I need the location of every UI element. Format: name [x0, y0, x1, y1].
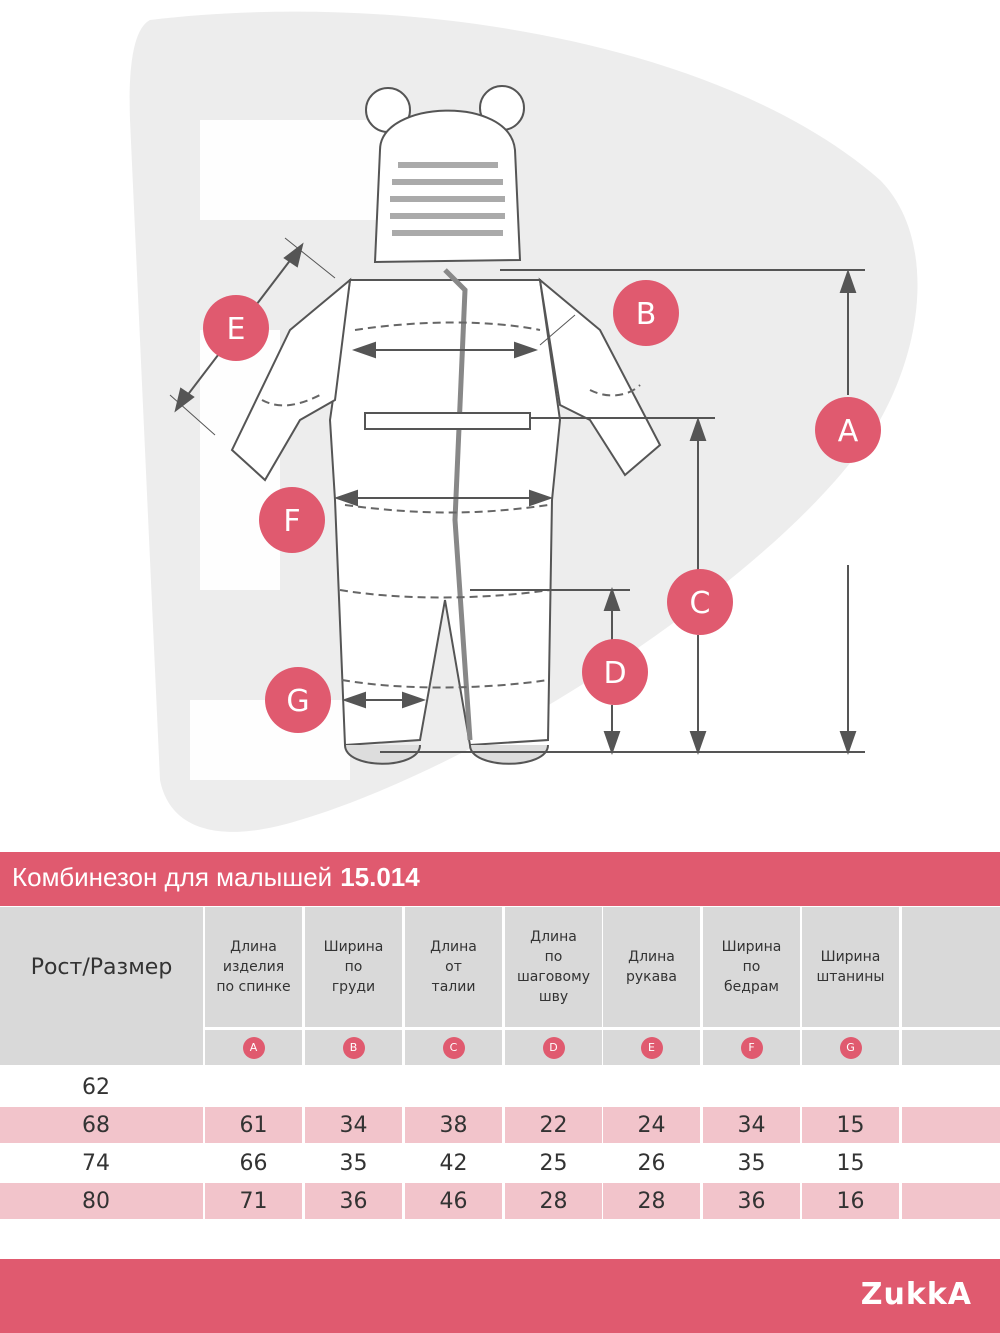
svg-text:G: G: [286, 684, 310, 719]
value-cell: 35: [339, 1150, 368, 1176]
value-cell: 61: [205, 1107, 302, 1143]
product-title: [12, 862, 420, 893]
column-letter-cell: [305, 1030, 402, 1065]
value-cell: 38: [405, 1107, 502, 1143]
column-header: Ширина по груди: [305, 907, 402, 1027]
empty-cell: [902, 1183, 1000, 1219]
waist-belt: [365, 413, 530, 429]
label-c: [667, 569, 733, 635]
value-cell: [405, 1069, 502, 1105]
column-letter-cell: [703, 1030, 800, 1065]
column-header: Длина по шаговому шву: [505, 907, 602, 1027]
value-cell: 25: [539, 1150, 568, 1176]
value-cell: 35: [737, 1150, 766, 1176]
column-letter: E: [641, 1037, 663, 1059]
svg-text:D: D: [603, 656, 627, 691]
column-header-empty: [902, 907, 1000, 1027]
value-cell: 36: [305, 1183, 402, 1219]
value-cell: 71: [205, 1183, 302, 1219]
value-cell: 34: [305, 1107, 402, 1143]
label-e: [203, 295, 269, 361]
label-b: [613, 280, 679, 346]
column-letter: A: [243, 1037, 265, 1059]
product-name: Комбинезон для малышей: [12, 862, 333, 892]
size-header: Рост/Размер: [30, 954, 173, 980]
column-letter-cell: [603, 1030, 700, 1065]
value-cell: 28: [603, 1183, 700, 1219]
value-cell: 26: [637, 1150, 666, 1176]
column-letter: B: [343, 1037, 365, 1059]
empty-cell: [902, 1107, 1000, 1143]
column-header: Длина от талии: [405, 907, 502, 1027]
value-cell: [305, 1069, 402, 1105]
empty-cell: [902, 1069, 1000, 1105]
size-cell: 68: [0, 1107, 203, 1143]
column-letter-cell: [802, 1030, 899, 1065]
column-letter-empty: [902, 1030, 1000, 1065]
product-model: 15.014: [340, 862, 420, 892]
column-header: Ширина штанины: [802, 907, 899, 1027]
value-cell: 15: [836, 1150, 865, 1176]
value-cell: 28: [505, 1183, 602, 1219]
size-cell: 62: [82, 1074, 110, 1100]
value-cell: 42: [439, 1150, 468, 1176]
value-cell: 34: [703, 1107, 800, 1143]
value-cell: [205, 1069, 302, 1105]
label-a: [815, 397, 881, 463]
value-cell: 36: [703, 1183, 800, 1219]
value-cell: 66: [239, 1150, 268, 1176]
svg-text:B: B: [635, 297, 657, 332]
value-cell: 22: [505, 1107, 602, 1143]
column-letter-cell: [205, 1030, 302, 1065]
brand-logo: ZukkA: [860, 1277, 972, 1312]
column-letter: D: [543, 1037, 565, 1059]
column-letter: G: [840, 1037, 862, 1059]
value-cell: 15: [802, 1107, 899, 1143]
value-cell: 46: [405, 1183, 502, 1219]
table-row: [0, 1183, 1000, 1219]
value-cell: 16: [802, 1183, 899, 1219]
svg-text:F: F: [283, 504, 301, 539]
table-row: [0, 1069, 1000, 1105]
label-f: [259, 487, 325, 553]
table-row: [0, 1145, 1000, 1181]
size-letter-empty: [0, 1030, 203, 1065]
svg-text:E: E: [226, 312, 246, 347]
svg-text:A: A: [837, 414, 859, 449]
value-cell: [505, 1069, 602, 1105]
column-header: Ширина по бедрам: [703, 907, 800, 1027]
title-bar: [0, 852, 1000, 906]
empty-cell: [902, 1145, 1000, 1181]
bottom-bar: [0, 1259, 1000, 1333]
size-cell: 74: [82, 1150, 110, 1176]
label-d: [582, 639, 648, 705]
column-header: Длина рукава: [603, 907, 700, 1027]
column-letter-cell: [505, 1030, 602, 1065]
value-cell: [703, 1069, 800, 1105]
column-letter-cell: [405, 1030, 502, 1065]
column-letter: C: [443, 1037, 465, 1059]
svg-text:C: C: [689, 586, 711, 621]
size-cell: 80: [0, 1183, 203, 1219]
table-row: [0, 1107, 1000, 1143]
column-letter: F: [741, 1037, 763, 1059]
label-g: [265, 667, 331, 733]
value-cell: 24: [603, 1107, 700, 1143]
value-cell: [603, 1069, 700, 1105]
value-cell: [802, 1069, 899, 1105]
column-header: Длина изделия по спинке: [205, 907, 302, 1027]
